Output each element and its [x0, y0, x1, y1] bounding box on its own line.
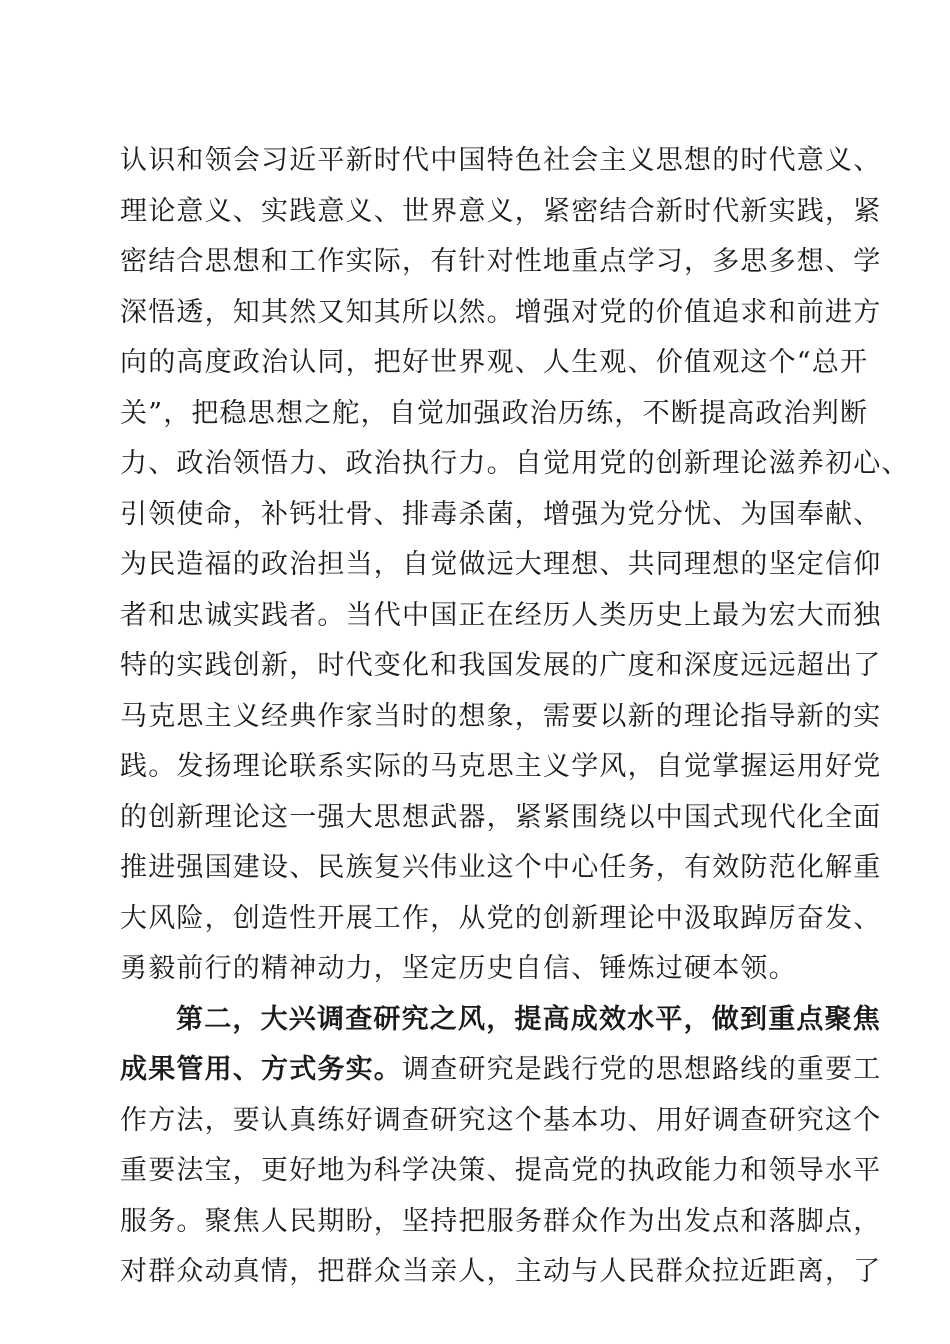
text-line: 力、政治领悟力、政治执行力。自觉用党的创新理论滋养初心、 [120, 448, 910, 479]
text-line: 服务。聚焦人民期盼，坚持把服务群众作为出发点和落脚点， [120, 1205, 882, 1237]
text-line: 重要法宝，更好地为科学决策、提高党的执政能力和领导水平 [120, 1155, 882, 1186]
paragraph-1 [120, 136, 910, 995]
text-line: 特的实践创新，时代变化和我国发展的广度和深度远远超出了 [120, 650, 882, 681]
text-line: 马克思主义经典作家当时的想象，需要以新的理论指导新的实 [120, 700, 882, 732]
text-line: 推进强国建设、民族复兴伟业这个中心任务，有效防范化解重 [120, 852, 882, 883]
text-run: 调查研究是践行党的思想路线的重要工 [402, 1054, 882, 1085]
text-line [120, 1045, 882, 1096]
text-line: 引领使命，补钙壮骨、排毒杀菌，增强为党分忧、为国奉献、 [120, 498, 882, 530]
text-line: 的创新理论这一强大思想武器，紧紧围绕以中国式现代化全面 [120, 801, 882, 833]
text-line: 关”，把稳思想之舵，自觉加强政治历练，不断提高政治判断 [120, 397, 869, 429]
text-line: 认识和领会习近平新时代中国特色社会主义思想的时代意义、 [120, 145, 882, 176]
text-line: 者和忠诚实践者。当代中国正在经历人类历史上最为宏大而独 [120, 599, 882, 631]
text-line: 作方法，要认真练好调查研究这个基本功、用好调查研究这个 [120, 1104, 882, 1136]
text-line: 勇毅前行的精神动力，坚定历史自信、锤炼过硬本领。 [120, 953, 797, 984]
text-line: 对群众动真情，把群众当亲人，主动与人民群众拉近距离，了 [120, 1256, 882, 1287]
text-line: 大风险，创造性开展工作，从党的创新理论中汲取踔厉奋发、 [120, 902, 882, 934]
text-line: 深悟透，知其然又知其所以然。增强对党的价值追求和前进方 [120, 296, 882, 328]
section-heading-tail: 成果管用、方式务实。 [120, 1054, 402, 1085]
text-line: 向的高度政治认同，把好世界观、人生观、价值观这个“总开 [120, 347, 869, 378]
section-heading-line: 第二，大兴调查研究之风，提高成效水平，做到重点聚焦 [176, 1003, 881, 1035]
text-line: 践。发扬理论联系实际的马克思主义学风，自觉掌握运用好党 [120, 751, 882, 782]
text-line: 为民造福的政治担当，自觉做远大理想、共同理想的坚定信仰 [120, 549, 882, 580]
text-line: 密结合思想和工作实际，有针对性地重点学习，多思多想、学 [120, 246, 882, 277]
paragraph-2 [120, 995, 882, 1298]
document-body [120, 136, 910, 1298]
text-line: 理论意义、实践意义、世界意义，紧密结合新时代新实践，紧 [120, 195, 882, 227]
